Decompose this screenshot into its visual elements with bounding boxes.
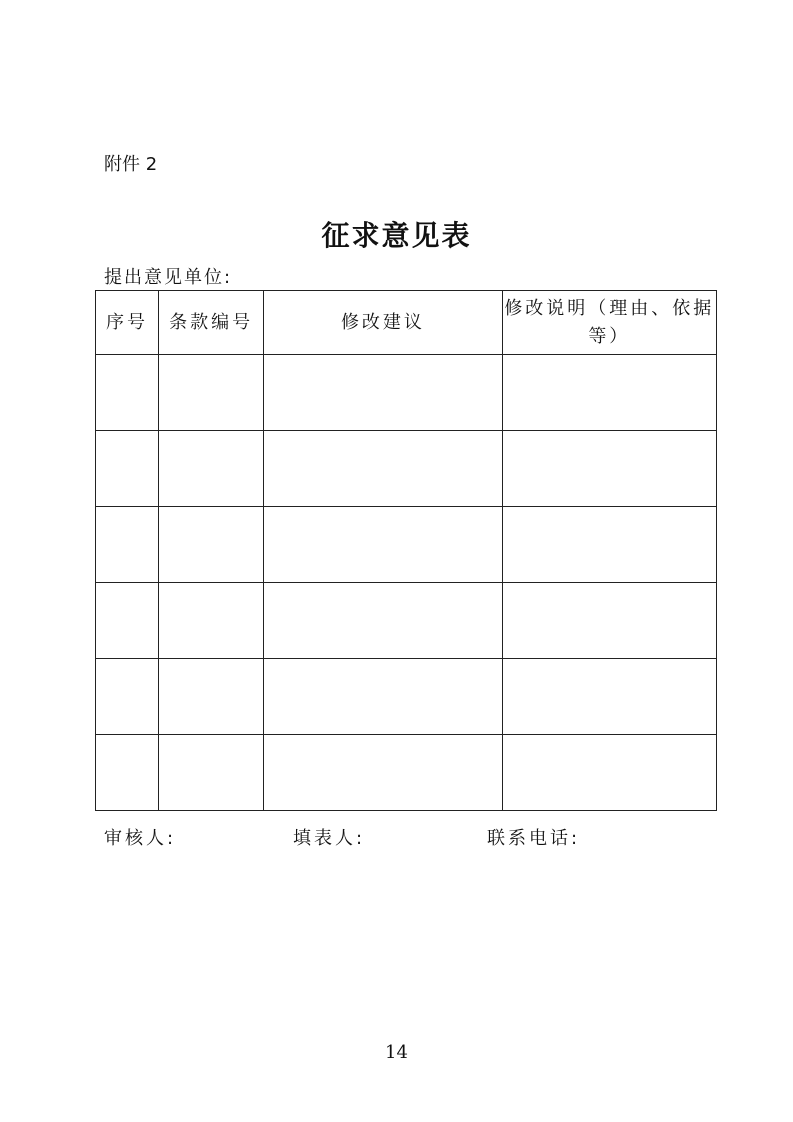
explanation-cell[interactable] [502,431,716,507]
explanation-cell[interactable] [502,583,716,659]
serial-cell[interactable] [96,659,159,735]
suggestion-cell[interactable] [264,507,502,583]
table-row [96,355,717,431]
suggestion-cell[interactable] [264,659,502,735]
clause-cell[interactable] [159,507,264,583]
reviewer-label: 审核人: [104,828,177,849]
explanation-cell[interactable] [502,659,716,735]
contact-phone-label: 联系电话: [487,828,581,849]
submitting-unit-label: 提出意见单位: [104,267,233,288]
table-row [96,431,717,507]
table-row [96,507,717,583]
feedback-table [95,290,717,811]
clause-cell[interactable] [159,583,264,659]
header-clause-number: 条款编号 [159,291,264,355]
serial-cell[interactable] [96,735,159,811]
table-row [96,735,717,811]
suggestion-cell[interactable] [264,431,502,507]
form-filler-label: 填表人: [293,828,366,849]
explanation-cell[interactable] [502,735,716,811]
clause-cell[interactable] [159,735,264,811]
header-serial-number: 序号 [96,291,159,355]
serial-cell[interactable] [96,583,159,659]
explanation-cell[interactable] [502,507,716,583]
suggestion-cell[interactable] [264,355,502,431]
serial-cell[interactable] [96,507,159,583]
clause-cell[interactable] [159,659,264,735]
suggestion-cell[interactable] [264,735,502,811]
serial-cell[interactable] [96,355,159,431]
attachment-label: 附件 2 [104,154,158,175]
header-explanation: 修改说明（理由、依据等） [502,291,716,355]
page-number: 14 [385,1042,408,1063]
suggestion-cell[interactable] [264,583,502,659]
table-header-row [96,291,717,355]
clause-cell[interactable] [159,431,264,507]
page-title: 征求意见表 [321,219,472,252]
serial-cell[interactable] [96,431,159,507]
table-row [96,659,717,735]
explanation-cell[interactable] [502,355,716,431]
clause-cell[interactable] [159,355,264,431]
table-row [96,583,717,659]
header-suggestion: 修改建议 [264,291,502,355]
